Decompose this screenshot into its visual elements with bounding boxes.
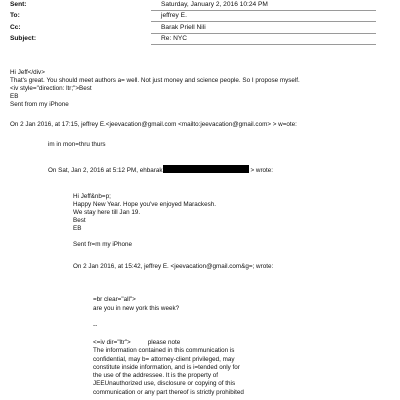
body-line-2: <iv style="direction: ltr;">Best	[10, 85, 92, 92]
quote2-line-stay: We stay here till Jan 19.	[73, 209, 141, 216]
disclaimer-line-3: constitute inside information, and is i=tended only for	[93, 364, 240, 371]
quote2-line-sig: EB	[73, 225, 82, 232]
quote3-line-question: are you in new york this week?	[93, 305, 180, 312]
quote3-line-br: =br clear="all">	[93, 296, 136, 303]
body-greeting: Hi Jeff</div>	[10, 69, 45, 76]
header-to-row	[10, 12, 390, 21]
header-subject-rule	[151, 44, 376, 45]
quote3-header: On 2 Jan 2016, at 15:42, jeffrey E. <jeevacation@gmail.com&g=; wrote:	[73, 263, 274, 270]
disclaimer-please-note: please note	[147, 339, 181, 346]
header-to-label: To:	[10, 12, 20, 19]
quote2-header	[48, 165, 273, 176]
quote2-line-newyear: Happy New Year. Hope you've enjoyed Marackesh.	[73, 201, 216, 208]
header-subject-value: Re: NYC	[161, 35, 188, 42]
disclaimer-line-2: confidential, may b= attorney-client privileged, may	[93, 356, 235, 363]
redaction-bar	[163, 165, 249, 173]
quote2-line-best: Best	[73, 217, 86, 224]
body-line-1: That's great. You should meet authors a= well. Not just money and science people. So I propose myself.	[10, 77, 300, 84]
header-sent-label: Sent:	[10, 1, 27, 8]
header-to-value: jeffrey E.	[161, 12, 187, 19]
quote2-header-post: > wrote:	[250, 167, 274, 174]
header-cc-label: Cc:	[10, 24, 21, 31]
header-sent-rule	[151, 10, 376, 11]
disclaimer-line-5: JEEUnauthorized use, disclosure or copying of this	[93, 380, 236, 387]
body-sent-from: Sent from my iPhone	[10, 101, 69, 108]
body-signature: EB	[10, 93, 19, 100]
quote2-sent-from: Sent fr=m my iPhone	[73, 241, 132, 248]
disclaimer-line-6: communication or any part thereof is strictly prohibited	[93, 389, 244, 396]
header-cc-row	[10, 24, 390, 33]
header-sent-row	[10, 1, 390, 10]
disclaimer-line-4: the use of the addressee. It is the property of	[93, 372, 218, 379]
quote1-text: im in mon=thru thurs	[48, 141, 106, 148]
header-sent-value: Saturday, January 2, 2016 10:24 PM	[161, 1, 268, 8]
header-subject-label: Subject:	[10, 35, 37, 42]
quote2-line-greeting: Hi Jeff&nb=p;	[73, 193, 111, 200]
header-cc-value: Barak Priell Nili	[161, 24, 206, 31]
header-cc-rule	[151, 33, 376, 34]
disclaimer-line-1: The information contained in this communication is	[93, 347, 235, 354]
disclaimer-div-tag: <=iv dir="ltr">	[93, 339, 131, 346]
quote1-header: On 2 Jan 2016, at 17:15, jeffrey E.<jeevacation@gmail.com <mailto:jeevacation@gmail.com> > w=ote:	[10, 121, 297, 128]
quote3-separator: --	[93, 322, 98, 329]
header-subject-row	[10, 35, 390, 44]
quote2-header-pre: On Sat, Jan 2, 2016 at 5:12 PM, ehbarak	[48, 167, 163, 174]
header-to-rule	[151, 21, 376, 22]
